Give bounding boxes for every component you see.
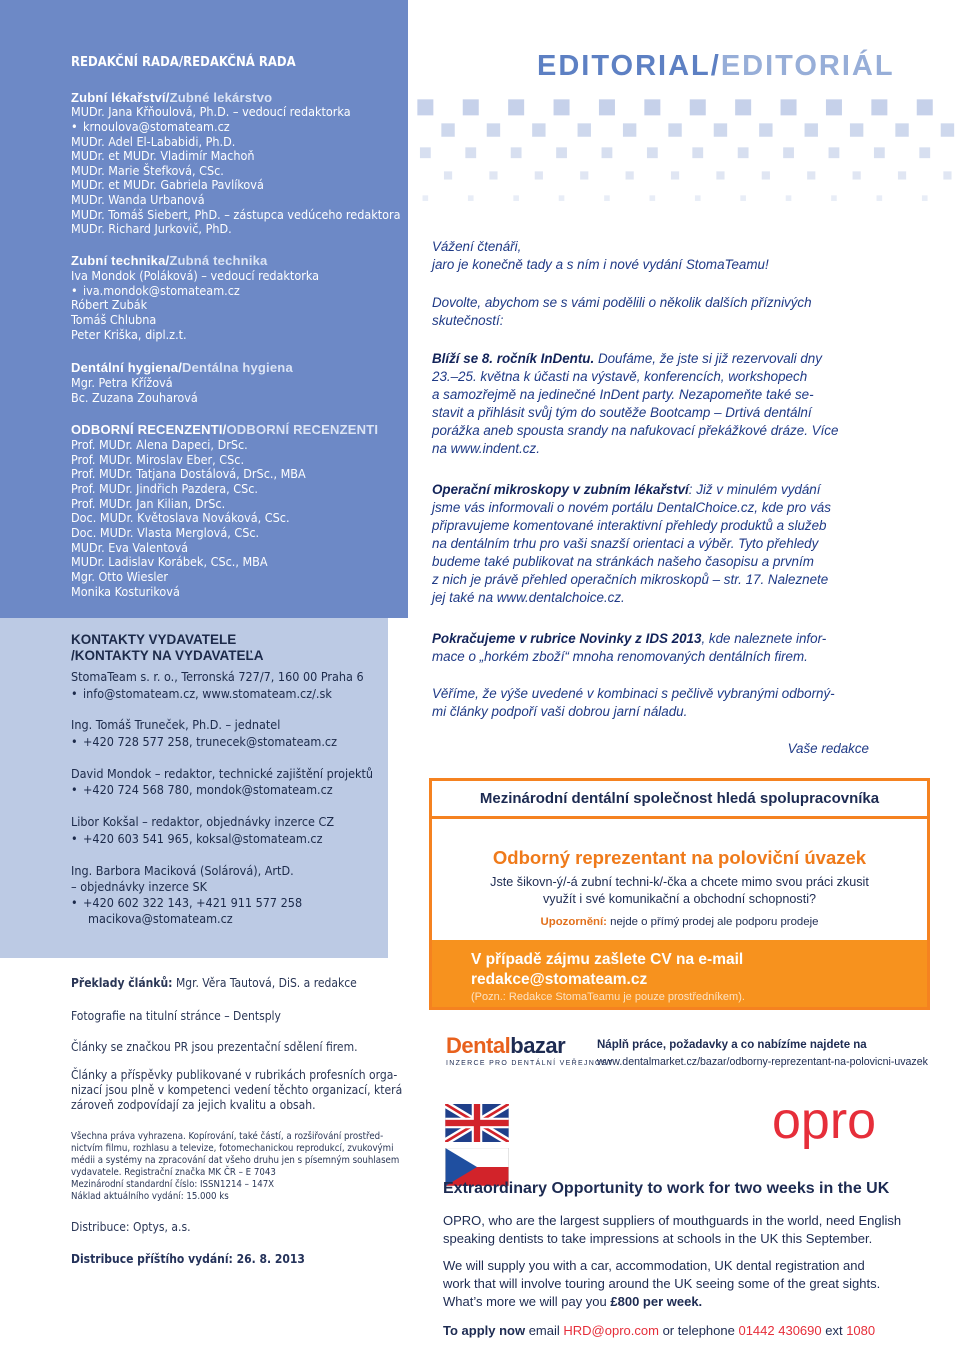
checker-tile (941, 123, 954, 136)
contact-role: – objednávky inzerce SK (71, 879, 207, 894)
checker-tile (554, 99, 570, 115)
opro-logo[interactable] (772, 1094, 916, 1150)
checker-tile (871, 99, 887, 115)
dental-bazar-text: Náplň práce, požadavky a co nabízíme najdete na www.dentalmarket.cz/bazar/odborny-reprezentant-na-polovicni-uvazek (597, 1037, 928, 1071)
checker-tile (644, 99, 660, 115)
rights-line: vydavatele. Registrační značka MK ČR – E 7043 (71, 1167, 276, 1178)
contact-person: Libor Kokšal – redaktor, objednávky inzerce CZ (71, 814, 335, 829)
checker-tile (465, 147, 476, 158)
section-hygiene: Dentální hygiena/Dentálna hygiena (71, 360, 293, 375)
opro-ext: 1080 (846, 1323, 876, 1338)
checker-tile (786, 195, 792, 201)
checker-tile (420, 147, 431, 158)
board-member: Mgr. Petra Křížová (71, 375, 173, 390)
rights-line: Náklad aktuálního vydání: 15.000 ks (71, 1191, 229, 1202)
board-member: Róbert Zubák (71, 297, 148, 312)
job-ad-position: Odborný reprezentant na poloviční úvazek (492, 847, 867, 868)
checker-tile (602, 147, 613, 158)
checker-tile (489, 171, 497, 179)
checker-tile (877, 195, 883, 201)
job-ad (429, 778, 930, 1010)
board-member: MUDr. Adel El-Lababidi, Ph.D. (71, 134, 236, 149)
reviewer: Doc. MUDr. Vlasta Merglová, CSc. (71, 525, 260, 540)
section-dental-tech: Zubní technika/Zubná technika (71, 253, 268, 268)
checker-tile (807, 171, 815, 179)
editorial-signature: Vaše redakce (787, 741, 869, 756)
board-email[interactable]: • iva.mondok@stomateam.cz (71, 284, 240, 299)
board-member: Bc. Zuzana Zouharová (71, 390, 198, 405)
checker-tile (511, 147, 522, 158)
reviewer: Prof. MUDr. Jindřich Pazdera, CSc. (71, 481, 258, 496)
board-member: MUDr. Tomáš Siebert, PhD. – zástupca vedúceho redaktora (71, 207, 401, 222)
contact-details[interactable]: • +420 728 577 258, trunecek@stomateam.cz (71, 734, 337, 751)
checker-tile (513, 195, 519, 201)
checker-tile (831, 195, 837, 201)
checker-tile (738, 147, 749, 158)
reviewer: Prof. MUDr. Alena Dapeci, DrSc. (71, 437, 248, 452)
rights-line: nictvím filmu, rozhlasu a televize, fotomechanickou reprodukcí, zvukovými (71, 1143, 394, 1154)
checker-tile (783, 147, 794, 158)
checker-tile (716, 171, 724, 179)
uk-flag-icon (445, 1104, 509, 1142)
contact-details[interactable]: • +420 602 322 143, +421 911 577 258 (71, 895, 302, 912)
job-ad-cv-banner (432, 940, 927, 1007)
contact-person: Ing. Barbora Maciková (Solárová), ArtD. (71, 863, 294, 878)
opro-headline: Extraordinary Opportunity to work for two weeks in the UK (443, 1180, 890, 1197)
checker-tile (444, 171, 452, 179)
articles-note-2: nizací jsou plně v kompetenci vedení těchto organizací, která (71, 1083, 403, 1097)
contact-details[interactable]: • +420 603 541 965, koksal@stomateam.cz (71, 831, 323, 848)
articles-note-1: Články a příspěvky publikované v rubrikách profesních orga- (71, 1068, 398, 1082)
checker-tile (805, 123, 818, 136)
reviewer: Monika Kosturiková (71, 584, 180, 599)
editorial-greeting: Vážení čtenáři, jaro je konečně tady a s ním i nové vydání StomaTeamu! (432, 239, 769, 272)
left-column (0, 0, 408, 1358)
editorial-intro: Dovolte, abychom se s vámi podělili o několik dalších příznivých skutečností: (432, 295, 812, 328)
board-member: Peter Kriška, dipl.z.t. (71, 327, 187, 342)
dental-bazar-url[interactable]: www.dentalmarket.cz/bazar/odborny-reprezentant-na-polovicni-uvazek (597, 1056, 928, 1068)
checker-tile (714, 123, 727, 136)
opro-email-link[interactable]: HRD@opro.com (563, 1323, 659, 1338)
editorial-paragraph-microscopes: Operační mikroskopy v zubním lékařství: Již v minulém vydání jsme vás informovali o novém portálu DentalChoice.cz, kde pro vás připravujeme komentované interaktivní přehledy produktů a služeb na dentálním trhu pro vaši snazší orientaci a výběr. Tyto přehledy budeme také publikovat na stránkách našeho časopisu a prvním z nich je právě přehled operačních mikroskopů – str. 17. Naleznete jej také na www.dentalchoice.cz. (432, 482, 831, 605)
reviewer: Prof. MUDr. Miroslav Eber, CSc. (71, 452, 245, 467)
checker-tile (468, 195, 474, 201)
opro-paragraph-1: OPRO, who are the largest suppliers of mouthguards in the world, need English speaking dentists to take impressions at schools in the UK this September. (443, 1213, 902, 1246)
checker-tile (599, 99, 615, 115)
checker-tile (441, 123, 454, 136)
job-ad-warning: Upozornění: nejde o přímý prodej ale podporu prodeje (540, 916, 819, 928)
publisher-web[interactable]: • info@stomateam.cz, www.stomateam.cz/.sk (71, 686, 332, 703)
checker-tile (508, 99, 524, 115)
board-member: Tomáš Chlubna (71, 312, 157, 327)
checker-tile (671, 171, 679, 179)
contacts-title: KONTAKTY VYDAVATELE (71, 632, 237, 647)
checker-tile (762, 171, 770, 179)
reviewer: Mgr. Otto Wiesler (71, 569, 168, 584)
section-reviewers: ODBORNÍ RECENZENTI/ODBORNÍ RECENZENTI (71, 422, 379, 437)
checker-tile (487, 123, 500, 136)
checker-tile (604, 195, 610, 201)
checker-tile (626, 171, 634, 179)
next-issue: Distribuce příštího vydání: 26. 8. 2013 (71, 1252, 305, 1266)
board-heading: REDAKČNÍ RADA/REDAKČNÁ RADA (71, 55, 296, 70)
checker-tile (826, 99, 842, 115)
checker-tile (692, 147, 703, 158)
checker-tile (917, 99, 933, 115)
svg-text:opro: opro (772, 1094, 877, 1150)
checker-tile (559, 195, 565, 201)
checker-tile (781, 99, 797, 115)
reviewer: MUDr. Ladislav Korábek, CSc., MBA (71, 554, 268, 569)
rights-line: Mezinárodní standardní číslo: ISSN1214 – 147X (71, 1179, 275, 1190)
job-ad-text: Jste šikovn-ý/-á zubní techni-k/-čka a chcete mimo svou práci zkusit využít i své komunikační a obchodní schopnosti? (490, 875, 869, 906)
cv-note: (Pozn.: Redakce StomaTeamu je pouze prostředníkem). (471, 991, 745, 1003)
checker-tile (578, 123, 591, 136)
reviewer: MUDr. Eva Valentová (71, 540, 189, 555)
board-member: Iva Mondok (Poláková) – vedoucí redaktorka (71, 268, 320, 283)
checker-tile (759, 123, 772, 136)
contact-details[interactable]: • +420 724 568 780, mondok@stomateam.cz (71, 782, 333, 799)
checker-tile (740, 195, 746, 201)
reviewer: Prof. MUDr. Jan Kilian, DrSc. (71, 496, 226, 511)
dental-bazar-logo[interactable]: Dentalbazar INZERCE PRO DENTÁLNÍ VEŘEJNOST (446, 1033, 614, 1067)
checker-tile (895, 123, 908, 136)
contact-email[interactable]: macikova@stomateam.cz (88, 911, 233, 926)
opro-paragraph-2: We will supply you with a car, accommodation, UK dental registration and work that will involve touring around the UK seeing some of the great sights. What’s more we will pay you £800 per week. (443, 1258, 881, 1309)
publisher-address: StomaTeam s. r. o., Terronská 727/7, 160 00 Praha 6 (71, 669, 364, 684)
opro-phone[interactable]: 01442 430690 (738, 1323, 822, 1338)
contact-person: Ing. Tomáš Truneček, Ph.D. – jednatel (71, 717, 281, 732)
checker-tile (874, 147, 885, 158)
checker-tile (623, 123, 636, 136)
checker-tile (690, 99, 706, 115)
checker-tile (647, 147, 658, 158)
translations: Překlady článků: Mgr. Věra Tautová, DiS. a redakce (71, 976, 357, 990)
checker-tile (535, 171, 543, 179)
checker-tile (853, 171, 861, 179)
rights-line: Všechna práva vyhrazena. Kopírování, také částí, a rozšiřování prostřed- (71, 1131, 384, 1142)
board-member: MUDr. Jana Křňoulová, Ph.D. – vedoucí redaktorka (71, 104, 351, 119)
reviewer: Doc. MUDr. Květoslava Nováková, CSc. (71, 510, 290, 525)
section-dental-medicine: Zubní lékařství/Zubné lekárstvo (71, 90, 273, 105)
distribution: Distribuce: Optys, a.s. (71, 1220, 191, 1234)
editorial-paragraph-indent: Blíží se 8. ročník InDentu. Doufáme, že jste si již rezervovali dny 23.–25. května k účasti na výstavě, konferencích, workshopech a samozřejmě na jedinečné InDent party. Nezapomeňte také se- stavit a přihlásit svůj tým do soutěže Bootcamp – Drtivá dentální porážka aneb spousta srandy na nafukovací překážkové dráze. Více na www.indent.cz. (432, 351, 839, 456)
photo-credit: Fotografie na titulní stránce – Dentsply (71, 1009, 281, 1023)
board-member: MUDr. Wanda Urbanová (71, 192, 205, 207)
board-email[interactable]: • krnoulova@stomateam.cz (71, 120, 230, 135)
checker-tile (735, 99, 751, 115)
checker-tile (556, 147, 567, 158)
editorial-paragraph-ids: Pokračujeme v rubrice Novinky z IDS 2013, kde naleznete infor- mace o „horkém zboží“ mnoha renomovaných dentálních firem. (432, 631, 827, 664)
cv-instruction: V případě zájmu zašlete CV na e-mail (471, 951, 744, 968)
board-member: MUDr. et MUDr. Gabriela Pavlíková (71, 177, 264, 192)
rights-line: médii a systémy na zpracování dat všeho druhu jen s písemným souhlasem (71, 1155, 400, 1166)
checker-tile (463, 99, 479, 115)
decorative-checker-pattern (414, 96, 960, 216)
board-member: MUDr. et MUDr. Vladimír Machoň (71, 148, 255, 163)
board-member: MUDr. Richard Jurkovič, PhD. (71, 221, 232, 236)
checker-tile (922, 195, 928, 201)
contacts-title-sk: /KONTAKTY NA VYDAVATEĽA (71, 648, 264, 663)
pr-note: Články se značkou PR jsou prezentační sdělení firem. (71, 1040, 358, 1054)
checker-tile (943, 171, 951, 179)
contact-person: David Mondok – redaktor, technické zajištění projektů (71, 766, 374, 781)
checker-tile (695, 195, 701, 201)
editorial-title: EDITORIAL/EDITORIÁL (537, 50, 895, 82)
job-ad-header: Mezinárodní dentální společnost hledá spolupracovníka (432, 781, 927, 819)
checker-tile (668, 123, 681, 136)
reviewer: Prof. MUDr. Tatjana Dostálová, DrSc., MBA (71, 466, 306, 481)
board-member: MUDr. Marie Štefková, CSc. (71, 163, 224, 178)
articles-note-3: zároveň zodpovídají za jejich kvalitu a obsah. (71, 1098, 316, 1112)
checker-tile (417, 99, 433, 115)
opro-apply-line: To apply now email HRD@opro.com or telephone 01442 430690 ext 1080 (443, 1323, 876, 1338)
checker-tile (532, 123, 545, 136)
checker-tile (580, 171, 588, 179)
checker-tile (829, 147, 840, 158)
checker-tile (650, 195, 656, 201)
checker-tile (919, 147, 930, 158)
editorial-paragraph-closing: Věříme, že výše uvedené v kombinaci s pečlivě vybranými odborný- mi články podpoří vaši dobrou jarní náladu. (432, 686, 835, 719)
checker-tile (898, 171, 906, 179)
cv-email-link[interactable]: redakce@stomateam.cz (471, 971, 648, 988)
checker-tile (423, 195, 429, 201)
checker-tile (850, 123, 863, 136)
